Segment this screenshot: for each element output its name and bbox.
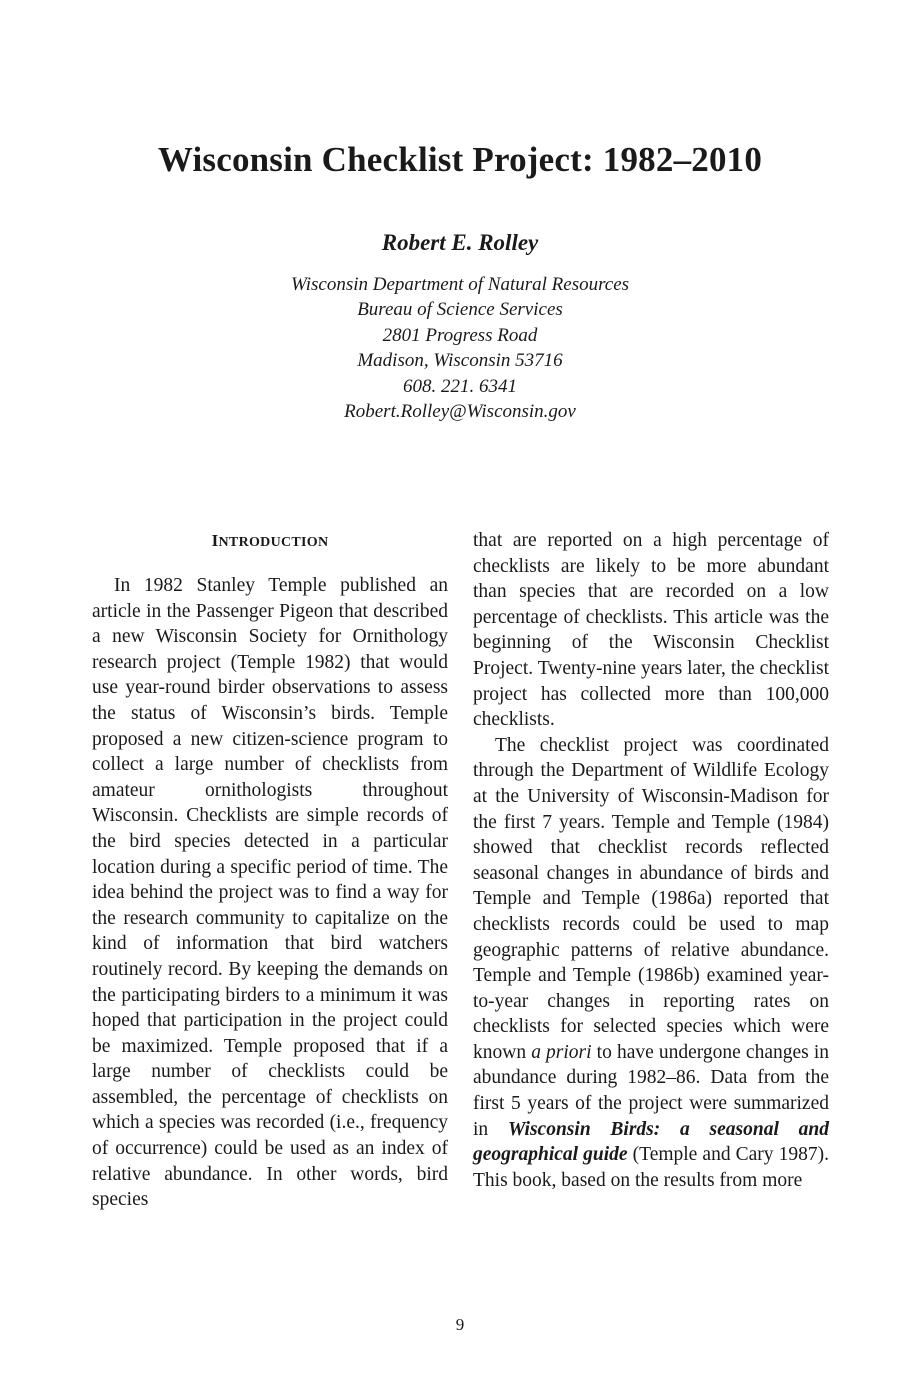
paragraph-2-text-a: The checklist project was coordinated through the Department of Wildlife Ecology at the University of Wisconsin-Madison for the first 7 years. Temple and Temple (1984) showed that checklist records reflected seasonal changes in abundance of birds and Temple and Temple (1986a) reported that checklists records could be used to map geographic patterns of relative abundance. Temple and Temple (1986b) examined year-to-year changes in reporting rates on checklists for selected species which were known (473, 734, 829, 1063)
paragraph-intro-1-continued: that are reported on a high percentage of checklists are likely to be more abundant than species that are recorded on a low percentage of checklists. This article was the beginning of the Wisconsin Checklist Project. Twenty-nine years later, the checklist project has collected more than 100,000 checklists. (473, 530, 829, 731)
affiliation-city: Madison, Wisconsin 53716 (357, 350, 563, 372)
book-title-wisconsin-birds: Wisconsin Birds: a seasonal and geographical guide (473, 1118, 829, 1166)
section-heading-initial: I (211, 531, 219, 550)
page-number: 9 (455, 1315, 465, 1334)
affiliation-bureau: Bureau of Science Services (357, 299, 563, 321)
affiliation-street: 2801 Progress Road (382, 324, 538, 346)
author-affiliation (0, 272, 920, 424)
latin-term-a-priori: a priori (531, 1041, 592, 1063)
article-title: Wisconsin Checklist Project: 1982–2010 (157, 140, 763, 179)
section-heading-introduction (92, 528, 448, 556)
left-column (92, 528, 448, 1213)
affiliation-phone: 608. 221. 6341 (403, 375, 517, 397)
author-name: Robert E. Rolley (381, 230, 539, 255)
paragraph-2-text-b: to have undergone changes in abundance during 1982–86. Data from the first 5 years of the project were summarized in (473, 1041, 829, 1140)
paragraph-2-text-c: (Temple and Cary 1987). This book, based on the results from more (473, 1144, 829, 1191)
section-heading-rest: NTRODUCTION (218, 535, 329, 550)
paragraph-intro-2 (473, 733, 829, 1194)
right-column (473, 528, 829, 1193)
affiliation-email: Robert.Rolley@Wisconsin.gov (344, 401, 576, 423)
paragraph-intro-1: In 1982 Stanley Temple published an article in the Passenger Pigeon that described a new Wisconsin Society for Ornithology research project (Temple 1982) that would use year-round birder observations to assess the status of Wisconsin’s birds. Temple proposed a new citizen-science program to collect a large number of checklists from amateur ornithologists throughout Wisconsin. Checklists are simple records of the bird species detected in a particular location during a specific period of time. The idea behind the project was to find a way for the research community to capitalize on the kind of information that bird watchers routinely record. By keeping the demands on the participating birders to a minimum it was hoped that participation in the project could be maximized. Temple proposed that if a large number of checklists could be assembled, the percentage of checklists on which a species was recorded (i.e., frequency of occurrence) could be used as an index of relative abundance. In other words, bird species (92, 575, 448, 1211)
affiliation-department: Wisconsin Department of Natural Resources (290, 274, 630, 295)
